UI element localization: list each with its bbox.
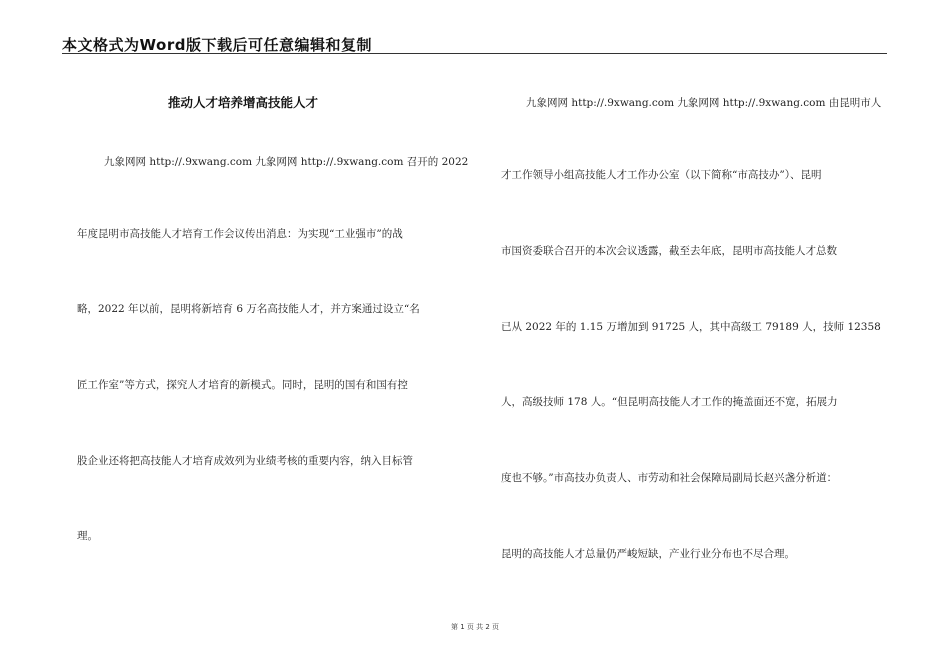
paragraph-line: 匠工作室”等方式，探究人才培育的新模式。同时，昆明的国有和国有控 [77,379,408,391]
paragraph-line: 年度昆明市高技能人才培育工作会议传出消息：为实现“工业强市”的战 [77,228,403,240]
paragraph-line: 才工作领导小组高技能人才工作办公室（以下简称“市高技办”）、昆明 [501,169,822,181]
document-title: 推动人才培养增高技能人才 [168,95,319,110]
paragraph-line: 度也不够。”市高技办负责人、市劳动和社会保障局副局长赵兴盏分析道： [501,472,838,484]
paragraph-line: 人，高级技师 178 人。“但昆明高技能人才工作的掩盖面还不宽，拓展力 [501,396,838,408]
paragraph-line: 九象网网 http://.9xwang.com 九象网网 http://.9xwang.com 召开的 2022 [104,156,469,168]
header-divider [62,53,887,54]
paragraph-line: 理。 [77,530,98,542]
paragraph-line: 市国资委联合召开的本次会议透露，截至去年底，昆明市高技能人才总数 [501,245,837,257]
paragraph-line: 股企业还将把高技能人才培育成效列为业绩考核的重要内容，纳入目标管 [77,455,413,467]
paragraph-line: 略，2022 年以前，昆明将新培育 6 万名高技能人才，并方案通过设立“名 [77,303,420,315]
paragraph-line: 已从 2022 年的 1.15 万增加到 91725 人，其中高级工 79189 人，技师 12358 [501,321,881,333]
page-number-footer: 第 1 页 共 2 页 [450,623,500,631]
paragraph-line: 九象网网 http://.9xwang.com 九象网网 http://.9xwang.com 由昆明市人 [526,97,882,109]
paragraph-line: 昆明的高技能人才总量仍严峻短缺，产业行业分布也不尽合理。 [501,548,795,560]
header-banner: 本文格式为Word版下载后可任意编辑和复制 [62,36,372,54]
